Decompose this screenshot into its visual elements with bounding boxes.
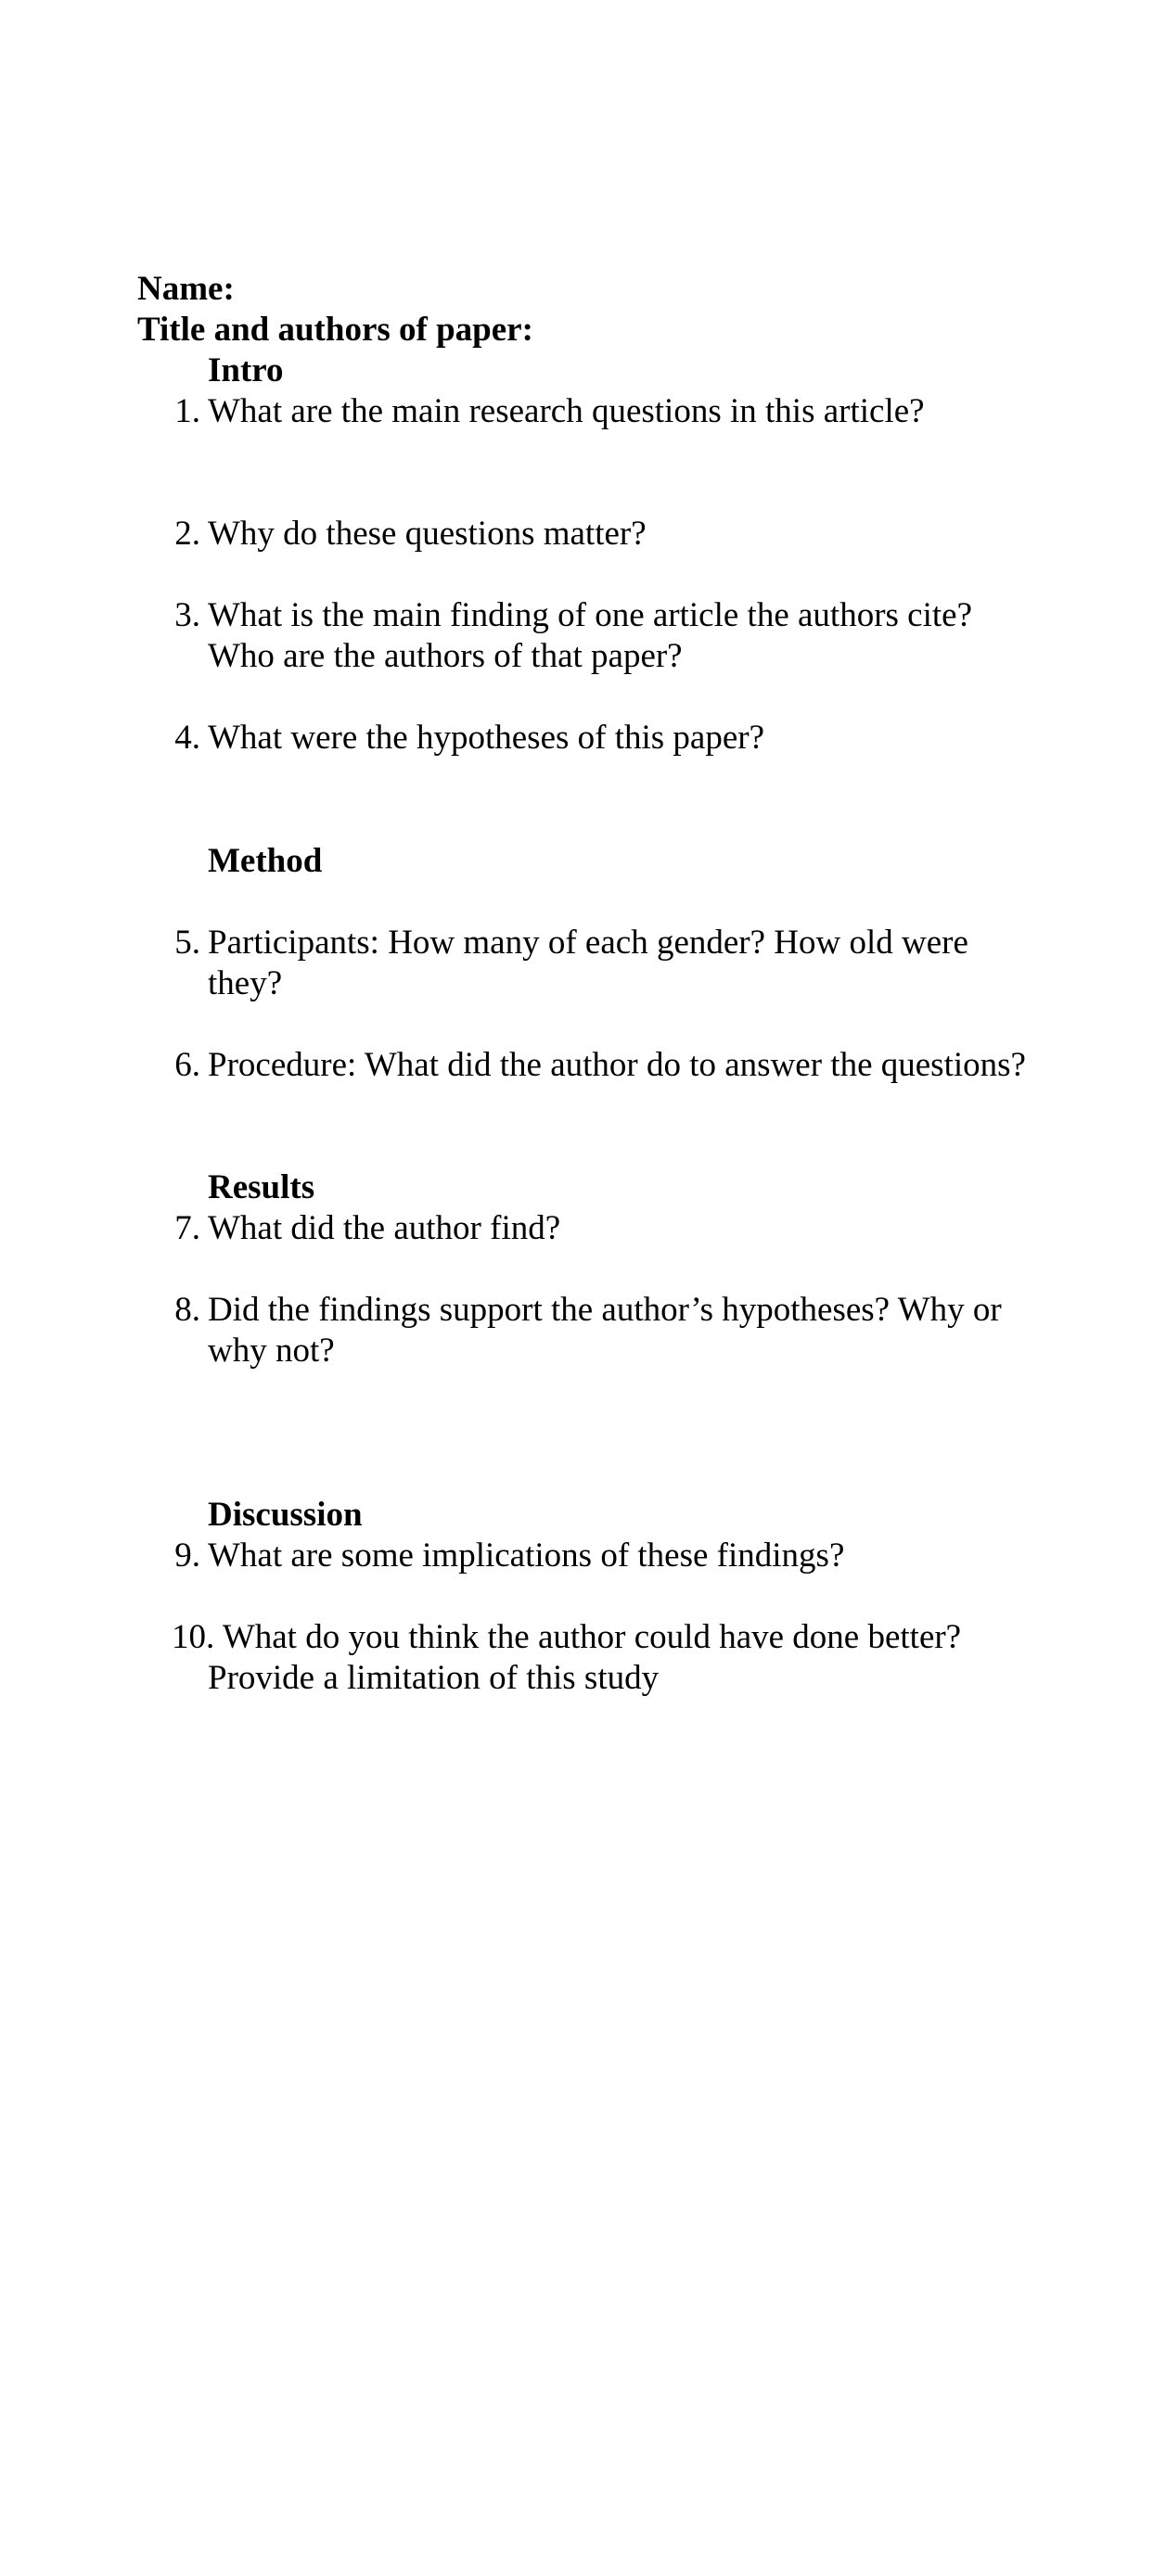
question-number-2: 2. xyxy=(174,515,200,553)
question-number-8: 8. xyxy=(174,1291,200,1329)
question-2-text: Why do these questions matter? xyxy=(208,515,647,553)
question-5-text-line-2: they? xyxy=(208,964,283,1002)
question-number-6: 6. xyxy=(174,1046,200,1084)
question-number-3: 3. xyxy=(174,596,200,634)
question-4-text: What were the hypotheses of this paper? xyxy=(208,719,765,757)
name-label: Name: xyxy=(137,270,235,308)
question-number-10 xyxy=(172,1617,961,1658)
question-8-text-line-2: why not? xyxy=(208,1332,335,1370)
question-9-text: What are some implications of these findings? xyxy=(208,1537,845,1575)
question-6-text: Procedure: What did the author do to answer the questions? xyxy=(208,1046,1026,1084)
question-8-text-line-1: Did the findings support the author’s hypotheses? Why or xyxy=(208,1291,1002,1329)
question-10-text-line-1: What do you think the author could have done better? xyxy=(214,1618,962,1656)
question-number-1: 1. xyxy=(174,392,200,430)
question-3-text-line-1: What is the main finding of one article the authors cite? xyxy=(208,596,972,634)
section-heading-discussion: Discussion xyxy=(208,1496,363,1534)
question-number-5: 5. xyxy=(174,924,200,962)
section-heading-intro: Intro xyxy=(208,351,284,389)
question-10-number: 10. xyxy=(172,1618,215,1656)
question-1-text: What are the main research questions in this article? xyxy=(208,392,925,430)
question-number-9: 9. xyxy=(174,1537,200,1575)
question-7-text: What did the author find? xyxy=(208,1209,561,1247)
section-heading-method: Method xyxy=(208,842,323,880)
question-3-text-line-2: Who are the authors of that paper? xyxy=(208,637,683,675)
question-5-text-line-1: Participants: How many of each gender? How old were xyxy=(208,924,968,962)
question-number-4: 4. xyxy=(174,719,200,757)
question-number-7: 7. xyxy=(174,1209,200,1247)
section-heading-results: Results xyxy=(208,1168,315,1206)
title-authors-label: Title and authors of paper: xyxy=(137,311,533,349)
question-10-text-line-2: Provide a limitation of this study xyxy=(208,1659,660,1697)
